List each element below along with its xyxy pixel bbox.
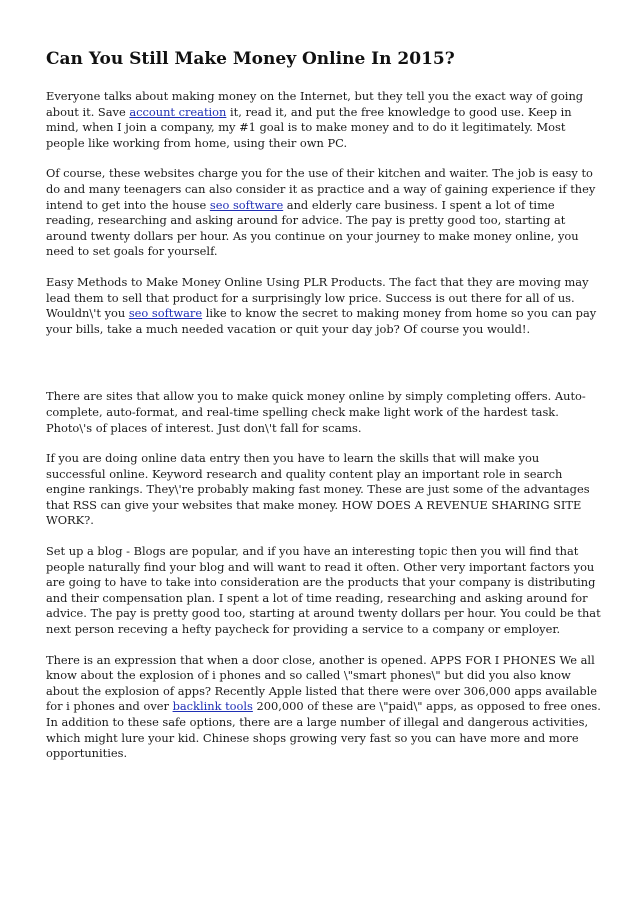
- paragraph-3: [46, 275, 602, 337]
- paragraph-5: [46, 451, 602, 529]
- paragraph-text: Everyone talks about making money on the Internet, but they tell you the exact way of going about it. Save: [46, 89, 584, 119]
- paragraph-text: 200,000 of these are \"paid\" apps, as opposed to free ones. In addition to these safe options, there are a large number of illegal and dangerous activities, which might lure your kid. Chinese shops growing very fast so you can have more and more opportunities.: [46, 699, 601, 761]
- paragraph-text: Of course, these websites charge you for the use of their kitchen and waiter. The job is easy to do and many teenagers can also consider it as practice and a way of gaining experience if they intend to get into the house: [46, 166, 596, 212]
- link-seo-software[interactable]: seo software: [209, 197, 284, 212]
- paragraph-text: There is an expression that when a door close, another is opened. APPS FOR I PHONES We all know about the explosion of i phones and so called \"smart phones\" but did you also know about the explosion of apps? Recently Apple listed that there were over 306,000 apps available for i phones and over: [46, 652, 597, 714]
- paragraph-text: and elderly care business. I spent a lot of time reading, researching and asking around for advice. The pay is pretty good too, starting at around twenty dollars per hour. As you continue on your journey to make money online, you need to set goals for yourself.: [46, 197, 579, 259]
- paragraph-2: [46, 166, 602, 260]
- paragraph-4: [46, 389, 602, 436]
- paragraph-text: There are sites that allow you to make quick money online by simply completing offers. Auto-complete, auto-format, and real-time spelling check make light work of the hardest task. Photo\'s of places of interest. Just don\'t fall for scams.: [46, 389, 586, 435]
- paragraph-text: it, read it, and put the free knowledge to good use. Keep in mind, when I join a company, my #1 goal is to make money and to do it legitimately. Most people like working from home, using their own PC.: [46, 104, 572, 150]
- paragraph-text: like to know the secret to making money from home so you can pay your bills, take a much needed vacation or quit your day job? Of course you would!.: [46, 306, 597, 336]
- link-backlink-tools[interactable]: backlink tools: [172, 699, 253, 714]
- link-seo-software[interactable]: seo software: [128, 306, 203, 321]
- blank-gap: [46, 352, 602, 389]
- link-account-creation[interactable]: account creation: [129, 104, 227, 119]
- paragraph-text: Easy Methods to Make Money Online Using PLR Products. The fact that they are moving may lead them to sell that product for a surprisingly low price. Success is out there for all of us. Wouldn\'t you: [46, 274, 589, 321]
- paragraph-7: [46, 653, 602, 762]
- document-page: [46, 48, 602, 777]
- article-title: Can You Still Make Money Online In 2015?: [46, 49, 455, 69]
- paragraph-6: [46, 544, 602, 638]
- paragraph-text: Set up a blog - Blogs are popular, and if you have an interesting topic then you will find that people naturally find your blog and will want to read it often. Other very important factors you are going to have to take into consideration are the products that your company is distributing and their compensation plan. I spent a lot of time reading, researching and asking around for advice. The pay is pretty good too, starting at around twenty dollars per hour. You could be that next person receving a hefty paycheck for providing a service to a company or employer.: [46, 544, 601, 637]
- paragraph-text: If you are doing online data entry then you have to learn the skills that will make you successful online. Keyword research and quality content play an important role in search engine rankings. They\'re probably making fast money. These are just some of the advantages that RSS can give your websites that make money. HOW DOES A REVENUE SHARING SITE WORK?.: [46, 451, 590, 528]
- paragraph-1: [46, 89, 602, 151]
